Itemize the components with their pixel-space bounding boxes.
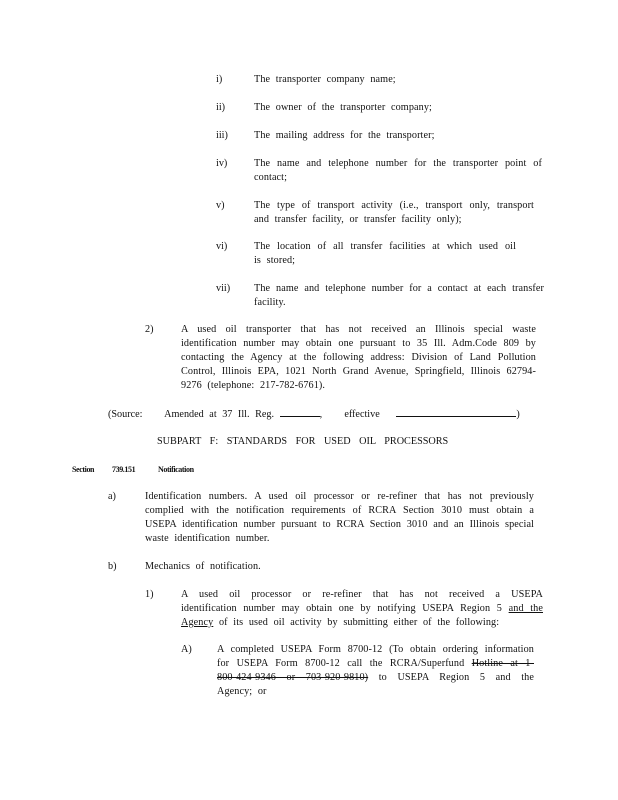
text-before: A used oil processor or re-refiner that has not received a USEPA identification number may obtain one by notifying USEPA Region 5 xyxy=(181,589,543,614)
section-label: Section xyxy=(72,465,95,474)
list-item-text: The location of all transfer facilities at which used oil is stored; xyxy=(254,241,516,266)
deleted-text: Hotline at 1-800-424-9346 or 703-920-9810) xyxy=(217,658,534,683)
paragraph-text xyxy=(181,588,543,630)
section-number: 739.151 xyxy=(112,465,136,474)
paragraph-label: A) xyxy=(181,644,192,655)
paragraph-text xyxy=(217,643,534,699)
text-after: to USEPA Region 5 and the Agency; or xyxy=(217,672,534,697)
effective-date-blank xyxy=(396,406,516,417)
source-effective: effective xyxy=(344,409,380,420)
list-item-text: The transporter company name; xyxy=(254,74,396,85)
paragraph-label: 1) xyxy=(145,589,154,600)
source-comma: , xyxy=(319,409,323,420)
paragraph-label: b) xyxy=(108,561,117,572)
inserted-text: and the Agency xyxy=(181,603,543,628)
source-close: ) xyxy=(516,409,520,420)
list-item-label: ii) xyxy=(216,102,226,113)
list-item-text: The mailing address for the transporter; xyxy=(254,130,435,141)
list-item-text: The name and telephone number for a contact at each transfer facility. xyxy=(254,283,544,308)
paragraph-text: Mechanics of notification. xyxy=(145,561,261,572)
text-after: of its used oil activity by submitting either of the following: xyxy=(218,617,500,628)
paragraph-text: Identification numbers. A used oil processor or re-refiner that has not previously complied with the notification requirements of RCRA Section 3010 must obtain a USEPA identification number pursuant to RCRA Section 3010 and an Illinois special waste identification number. xyxy=(145,491,534,544)
list-item-text: The type of transport activity (i.e., transport only, transport and transfer facility, or transfer facility only); xyxy=(254,200,534,225)
list-item-label: i) xyxy=(216,74,223,85)
section-title: Notification xyxy=(158,465,194,474)
list-item-text: The owner of the transporter company; xyxy=(254,102,432,113)
list-item-label: vi) xyxy=(216,241,228,252)
register-blank xyxy=(280,406,320,417)
list-item-label: iv) xyxy=(216,158,228,169)
paragraph-text: A used oil transporter that has not received an Illinois special waste identification number may obtain one pursuant to 35 Ill. Adm.Code 809 by contacting the Agency at the following address: Division of Land Pollution Control, Illinois EPA, 1021 North Grand Avenue, Springfield, Illinois 62794-9276 (telephone: 217-782-6761). xyxy=(181,324,536,391)
source-amended: Amended at 37 Ill. Reg. xyxy=(164,409,275,420)
source-note xyxy=(108,406,520,422)
subpart-heading: SUBPART F: STANDARDS FOR USED OIL PROCESSORS xyxy=(157,436,449,447)
paragraph-label: 2) xyxy=(145,324,154,335)
text-before: A completed USEPA Form 8700-12 (To obtain ordering information for USEPA Form 8700-12 call the RCRA/Superfund xyxy=(217,644,534,669)
paragraph-label: a) xyxy=(108,491,116,502)
list-item-label: iii) xyxy=(216,130,228,141)
list-item-label: v) xyxy=(216,200,225,211)
list-item-text: The name and telephone number for the transporter point of contact; xyxy=(254,158,542,183)
list-item-label: vii) xyxy=(216,283,231,294)
source-prefix: (Source: xyxy=(108,409,143,420)
